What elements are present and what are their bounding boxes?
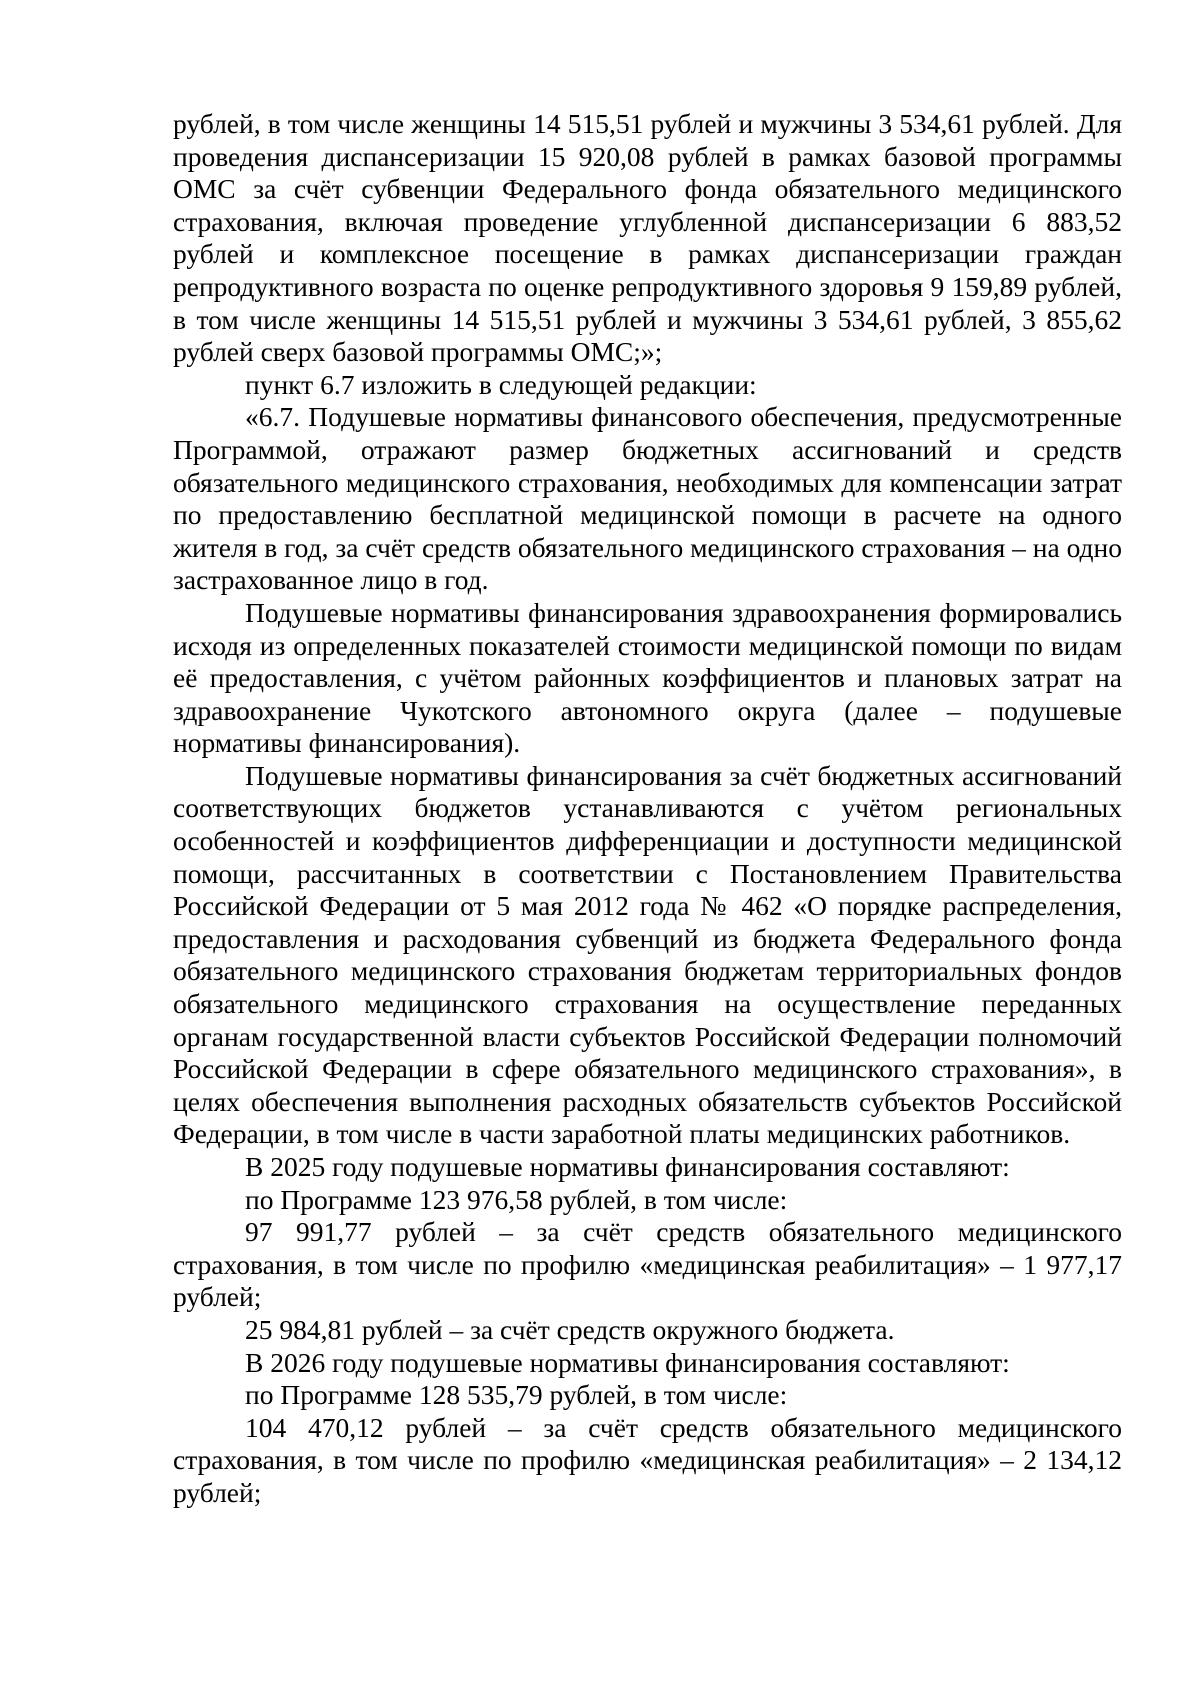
paragraph-2025-heading: В 2025 году подушевые нормативы финансирования составляют: <box>245 1151 1010 1182</box>
paragraph-continuation: рублей, в том числе женщины 14 515,51 рублей и мужчины 3 534,61 рублей. Для проведения диспансеризации 15 920,08 рублей в рамках базовой программы ОМС за счёт субвенции Федерального фонда обязательного медицинского страхования, включая проведение углубленной диспансеризации 6 883,52 рублей и комплексное посещение в рамках диспансеризации граждан репродуктивного возраста по оценке репродуктивного здоровья 9 159,89 рублей, в том числе женщины 14 515,51 рублей и мужчины 3 534,61 рублей, 3 855,62 рублей сверх базовой программы ОМС;»; <box>173 108 1122 368</box>
paragraph-budget-standards: Подушевые нормативы финансирования за счёт бюджетных ассигнований соответствующих бюджетов устанавливаются с учётом региональных особенностей и коэффициентов дифференциации и доступности медицинской помощи, рассчитанных в соответствии с Постановлением Правительства Российской Федерации от 5 мая 2012 года № 462 «О порядке распределения, предоставления и расходования субвенций из бюджета Федерального фонда обязательного медицинского страхования бюджетам территориальных фондов обязательного медицинского страхования на осуществление переданных органам государственной власти субъектов Российской Федерации полномочий Российской Федерации в сфере обязательного медицинского страхования», в целях обеспечения выполнения расходных обязательств субъектов Российской Федерации, в том числе в части заработной платы медицинских работников. <box>173 759 1122 1150</box>
paragraph-2026-heading: В 2026 году подушевые нормативы финансирования составляют: <box>245 1346 1010 1378</box>
paragraph-2025-program: по Программе 123 976,58 рублей, в том числе: <box>245 1183 788 1215</box>
paragraph-amendment-instruction: пункт 6.7 изложить в следующей редакции: <box>245 368 757 400</box>
paragraph-2026-program: по Программе 128 535,79 рублей, в том числе: <box>245 1379 788 1411</box>
paragraph-6-7: «6.7. Подушевые нормативы финансового обеспечения, предусмотренные Программой, отражают размер бюджетных ассигнований и средств обязательного медицинского страхования, необходимых для компенсации затрат по предоставлению бесплатной медицинской помощи в расчете на одного жителя в год, за счёт средств обязательного медицинского страхования – на одно застрахованное лицо в год. <box>173 401 1122 596</box>
paragraph-2025-district: 25 984,81 рублей – за счёт средств окружного бюджета. <box>245 1313 895 1345</box>
paragraph-2026-oms: 104 470,12 рублей – за счёт средств обязательного медицинского страхования, в том числе по профилю «медицинская реабилитация» – 2 134,12 рублей; <box>173 1411 1122 1508</box>
paragraph-2025-oms: 97 991,77 рублей – за счёт средств обязательного медицинского страхования, в том числе по профилю «медицинская реабилитация» – 1 977,17 рублей; <box>173 1216 1122 1313</box>
document-page <box>173 108 1122 1510</box>
paragraph-formation: Подушевые нормативы финансирования здравоохранения формировались исходя из определенных показателей стоимости медицинской помощи по видам её предоставления, с учётом районных коэффициентов и плановых затрат на здравоохранение Чукотского автономного округа (далее – подушевые нормативы финансирования). <box>173 596 1122 759</box>
